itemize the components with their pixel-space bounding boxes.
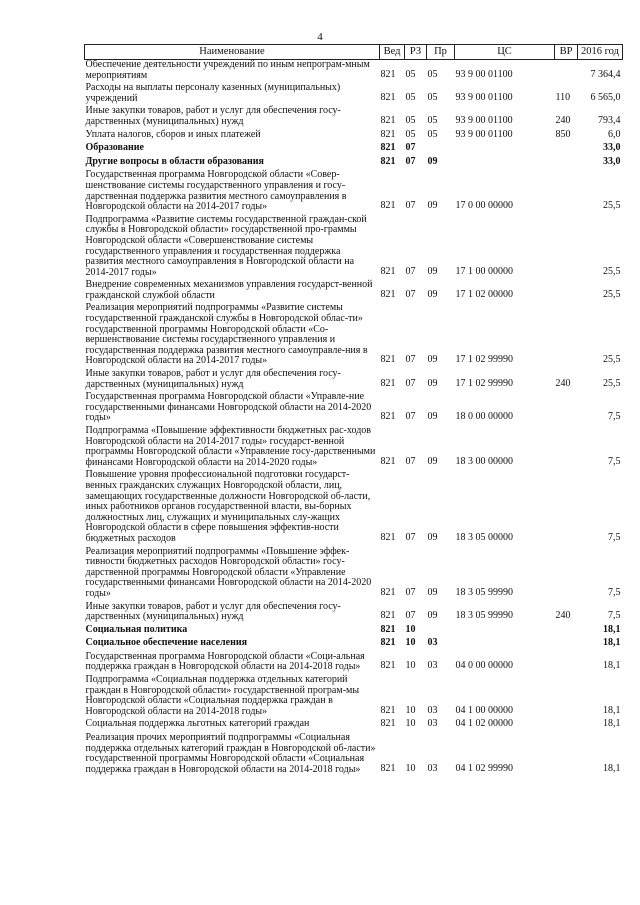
cell-sum: 7,5 <box>608 610 621 622</box>
cell-sum: 25,5 <box>603 354 621 366</box>
column-header-cs: ЦС <box>455 45 555 60</box>
cell-vr <box>555 143 578 157</box>
cell-pr: 05 <box>427 68 438 80</box>
cell-vr <box>555 426 578 470</box>
cell-ved: 821 <box>380 354 396 366</box>
cell-rz: 07 <box>405 142 416 154</box>
cell-ved: 821 <box>380 114 396 126</box>
cell-name: Расходы на выплаты персоналу казенных (муниципальных) учреждений <box>85 82 341 104</box>
table-row <box>85 83 623 106</box>
cell-rz: 10 <box>405 623 416 635</box>
cell-rz: 07 <box>405 200 416 212</box>
cell-ved: 821 <box>380 610 396 622</box>
cell-rz: 07 <box>405 377 416 389</box>
cell-sum: 18,1 <box>603 623 621 635</box>
cell-pr: 09 <box>427 377 438 389</box>
cell-cs: 93 9 00 01100 <box>455 128 513 140</box>
cell-cs: 93 9 00 01100 <box>455 91 513 103</box>
cell-rz: 07 <box>405 531 416 543</box>
cell-name: Социальное обеспечение населения <box>85 637 248 649</box>
column-header-year: 2016 год <box>578 45 623 60</box>
table-row <box>85 60 623 84</box>
cell-rz: 07 <box>405 455 416 467</box>
cell-cs: 17 1 02 99990 <box>455 354 513 366</box>
cell-pr: 09 <box>427 265 438 277</box>
cell-ved: 821 <box>380 586 396 598</box>
table-header-row <box>85 45 623 60</box>
cell-pr: 03 <box>427 660 438 672</box>
cell-ved: 821 <box>380 762 396 774</box>
cell-name: Государственная программа Новгородской области «Соци-альная поддержка граждан в Новгородской области на 2014-2018 годы» <box>85 650 365 673</box>
cell-sum: 18,1 <box>603 660 621 672</box>
cell-vr: 850 <box>555 128 571 140</box>
cell-name: Иные закупки товаров, работ и услуг для обеспечения госу-дарственных (муниципальных) нужд <box>85 600 341 623</box>
cell-ved: 821 <box>380 128 396 140</box>
cell-pr: 03 <box>427 704 438 716</box>
table-row <box>85 369 623 392</box>
cell-name: Государственная программа Новгородской области «Управле-ние государственными финансами Новгородской области на 2014-2020 годы» <box>85 391 372 424</box>
cell-vr <box>555 215 578 281</box>
table-row <box>85 719 623 733</box>
budget-table <box>84 44 623 777</box>
cell-pr: 09 <box>427 586 438 598</box>
cell-name: Подпрограмма «Развитие системы государственной граждан-ской службы в Новгородской области» государственной про-граммы Новгородской области «Совершенствование системы государственного управления и государственная поддержка развития местного самоуправления в Новгородской области на 2014-2017 годы» <box>85 213 367 278</box>
cell-cs: 18 0 00 00000 <box>455 411 513 423</box>
cell-cs <box>455 143 555 157</box>
cell-ved: 821 <box>380 718 396 730</box>
table-row <box>85 303 623 369</box>
cell-name: Обеспечение деятельности учреждений по иным непрограм-мным мероприятиям <box>85 59 370 81</box>
cell-vr <box>555 547 578 602</box>
cell-rz: 07 <box>405 288 416 300</box>
cell-ved: 821 <box>380 265 396 277</box>
cell-pr: 09 <box>427 354 438 366</box>
cell-vr <box>555 675 578 719</box>
cell-rz: 10 <box>405 718 416 730</box>
cell-cs: 17 1 02 99990 <box>455 377 513 389</box>
cell-vr <box>555 157 578 171</box>
cell-cs: 17 1 00 00000 <box>455 265 513 277</box>
cell-vr <box>555 470 578 546</box>
cell-pr: 05 <box>427 128 438 140</box>
cell-vr <box>555 60 578 84</box>
table-row <box>85 675 623 719</box>
cell-pr: 09 <box>427 288 438 300</box>
cell-ved: 821 <box>380 142 396 154</box>
column-header-rz: РЗ <box>405 45 427 60</box>
cell-sum: 25,5 <box>603 377 621 389</box>
cell-pr <box>427 143 455 157</box>
column-header-name: Наименование <box>85 45 380 60</box>
cell-vr <box>555 719 578 733</box>
cell-cs: 17 1 02 00000 <box>455 288 513 300</box>
table-row <box>85 392 623 426</box>
cell-rz: 07 <box>405 411 416 423</box>
cell-name: Иные закупки товаров, работ и услуг для обеспечения госу-дарственных (муниципальных) нужд <box>85 105 341 127</box>
cell-name: Реализация мероприятий подпрограммы «Развитие системы государственной гражданской службы в Новгородской облас-ти» государственной программы Новгородской области «Со-вершенствование системы государственного управления и государственная поддержка развития местного самоуправле-ния в Новгородской области на 2014-2017 годы» <box>85 302 368 367</box>
cell-sum: 7,5 <box>608 411 621 423</box>
cell-cs: 17 0 00 00000 <box>455 200 513 212</box>
table-row <box>85 130 623 144</box>
cell-rz: 05 <box>405 91 416 103</box>
cell-ved: 821 <box>380 91 396 103</box>
column-header-pr: Пр <box>427 45 455 60</box>
cell-vr <box>555 625 578 639</box>
cell-rz: 05 <box>405 68 416 80</box>
column-header-ved: Вед <box>380 45 405 60</box>
table-row <box>85 602 623 625</box>
table-row <box>85 215 623 281</box>
cell-vr: 240 <box>555 377 571 389</box>
cell-rz: 07 <box>405 354 416 366</box>
cell-name: Другие вопросы в области образования <box>85 155 264 167</box>
table-row <box>85 106 623 129</box>
cell-ved: 821 <box>380 411 396 423</box>
cell-pr: 05 <box>427 114 438 126</box>
cell-rz: 10 <box>405 660 416 672</box>
cell-ved: 821 <box>380 377 396 389</box>
table-row <box>85 638 623 652</box>
cell-cs: 18 3 05 99990 <box>455 610 513 622</box>
cell-cs <box>455 625 555 639</box>
cell-ved: 821 <box>380 288 396 300</box>
cell-rz: 07 <box>405 610 416 622</box>
cell-name: Реализация мероприятий подпрограммы «Повышение эффек-тивности бюджетных расходов Новгородской области» госу-дарственной программы Новгородской области «Управление государственными финансами Новгородской области на 2014-2020 годы» <box>85 545 372 599</box>
cell-cs: 04 1 02 00000 <box>455 718 513 730</box>
cell-rz: 07 <box>405 265 416 277</box>
cell-sum: 793,4 <box>598 114 621 126</box>
cell-ved: 821 <box>380 455 396 467</box>
cell-cs <box>455 638 555 652</box>
cell-name: Внедрение современных механизмов управления государст-венной гражданской службой области <box>85 279 373 301</box>
cell-cs: 18 3 05 99990 <box>455 586 513 598</box>
cell-cs: 04 1 00 00000 <box>455 704 513 716</box>
table-row <box>85 652 623 675</box>
cell-pr: 03 <box>427 637 438 649</box>
cell-sum: 6 565,0 <box>590 91 621 103</box>
cell-cs: 18 3 05 00000 <box>455 531 513 543</box>
cell-sum: 25,5 <box>603 288 621 300</box>
cell-rz: 07 <box>405 155 416 167</box>
cell-pr: 03 <box>427 718 438 730</box>
page-number: 4 <box>317 31 323 43</box>
table-row <box>85 157 623 171</box>
cell-pr: 09 <box>427 155 438 167</box>
cell-vr <box>555 303 578 369</box>
cell-name: Образование <box>85 142 144 154</box>
cell-ved: 821 <box>380 660 396 672</box>
table-row <box>85 170 623 214</box>
cell-vr: 240 <box>555 114 571 126</box>
cell-pr: 03 <box>427 762 438 774</box>
cell-vr <box>555 733 578 777</box>
cell-pr <box>427 625 455 639</box>
cell-sum: 7 364,4 <box>590 68 621 80</box>
cell-ved: 821 <box>380 704 396 716</box>
cell-vr: 110 <box>555 91 571 103</box>
cell-rz: 10 <box>405 762 416 774</box>
cell-sum: 25,5 <box>603 265 621 277</box>
cell-name: Социальная поддержка льготных категорий граждан <box>85 718 310 730</box>
cell-cs <box>455 157 555 171</box>
cell-vr <box>555 280 578 303</box>
cell-cs: 93 9 00 01100 <box>455 68 513 80</box>
table-row <box>85 280 623 303</box>
cell-name: Повышение уровня профессиональной подготовки государст-венных гражданских служащих Новгородской области, лиц, замещающих государственные должности Новгородской об-ласти, иных работников органов государственной власти, вы-борных должностных лиц, служащих и муниципальных слу-жащих Новгородской области в сфере повышения эффектив-ности бюджетных расходов <box>85 469 371 544</box>
cell-name: Иные закупки товаров, работ и услуг для обеспечения госу-дарственных (муниципальных) нужд <box>85 368 341 390</box>
table-row <box>85 470 623 546</box>
cell-name: Уплата налогов, сборов и иных платежей <box>85 128 261 140</box>
cell-name: Подпрограмма «Повышение эффективности бюджетных рас-ходов Новгородской области на 2014-2017 годы» государст-венной программы Новгородской области «Управление госу-дарственными финансами Новгородской области на 2014-2020 годы» <box>85 425 376 468</box>
cell-sum: 7,5 <box>608 455 621 467</box>
cell-vr <box>555 170 578 214</box>
cell-name: Государственная программа Новгородской области «Совер-шенствование системы государственного управления и госу-дарственная поддержка развития местного самоуправления в Новгородской области на 2014-2017 годы» <box>85 169 347 213</box>
cell-vr <box>555 638 578 652</box>
cell-sum: 18,1 <box>603 704 621 716</box>
cell-cs: 04 1 02 99990 <box>455 762 513 774</box>
table-row <box>85 733 623 777</box>
cell-pr: 05 <box>427 91 438 103</box>
table-row <box>85 625 623 639</box>
table-body <box>85 60 623 778</box>
cell-ved: 821 <box>380 200 396 212</box>
cell-name: Реализация прочих мероприятий подпрограммы «Социальная поддержка отдельных категорий граждан в Новгородской об-ласти» государственной программы Новгородской области «Социальная поддержка граждан в Новгородской области на 2014-2018 годы» <box>85 732 376 775</box>
cell-ved: 821 <box>380 155 396 167</box>
cell-ved: 821 <box>380 531 396 543</box>
cell-sum: 7,5 <box>608 531 621 543</box>
cell-rz: 05 <box>405 128 416 140</box>
cell-sum: 18,1 <box>603 718 621 730</box>
table-row <box>85 547 623 602</box>
cell-cs: 18 3 00 00000 <box>455 455 513 467</box>
cell-ved: 821 <box>380 623 396 635</box>
cell-sum: 25,5 <box>603 200 621 212</box>
cell-vr <box>555 392 578 426</box>
table-row <box>85 143 623 157</box>
cell-pr: 09 <box>427 200 438 212</box>
cell-sum: 18,1 <box>603 637 621 649</box>
cell-pr: 09 <box>427 411 438 423</box>
cell-vr: 240 <box>555 610 571 622</box>
cell-sum: 33,0 <box>603 142 621 154</box>
cell-rz: 10 <box>405 704 416 716</box>
cell-sum: 18,1 <box>603 762 621 774</box>
cell-name: Подпрограмма «Социальная поддержка отдельных категорий граждан в Новгородской области» государственной програм-мы Новгородской области «Социальная поддержка граждан в Новгородской области на 2014-2018 годы» <box>85 674 360 717</box>
cell-cs: 93 9 00 01100 <box>455 114 513 126</box>
cell-rz: 10 <box>405 637 416 649</box>
cell-name: Социальная политика <box>85 623 188 635</box>
cell-sum: 7,5 <box>608 586 621 598</box>
cell-ved: 821 <box>380 68 396 80</box>
cell-cs: 04 0 00 00000 <box>455 660 513 672</box>
cell-pr: 09 <box>427 531 438 543</box>
cell-ved: 821 <box>380 637 396 649</box>
cell-pr: 09 <box>427 455 438 467</box>
table-row <box>85 426 623 470</box>
cell-vr <box>555 652 578 675</box>
cell-rz: 07 <box>405 586 416 598</box>
cell-pr: 09 <box>427 610 438 622</box>
column-header-vr: ВР <box>555 45 578 60</box>
cell-rz: 05 <box>405 114 416 126</box>
cell-sum: 33,0 <box>603 155 621 167</box>
cell-sum: 6,0 <box>608 128 621 140</box>
